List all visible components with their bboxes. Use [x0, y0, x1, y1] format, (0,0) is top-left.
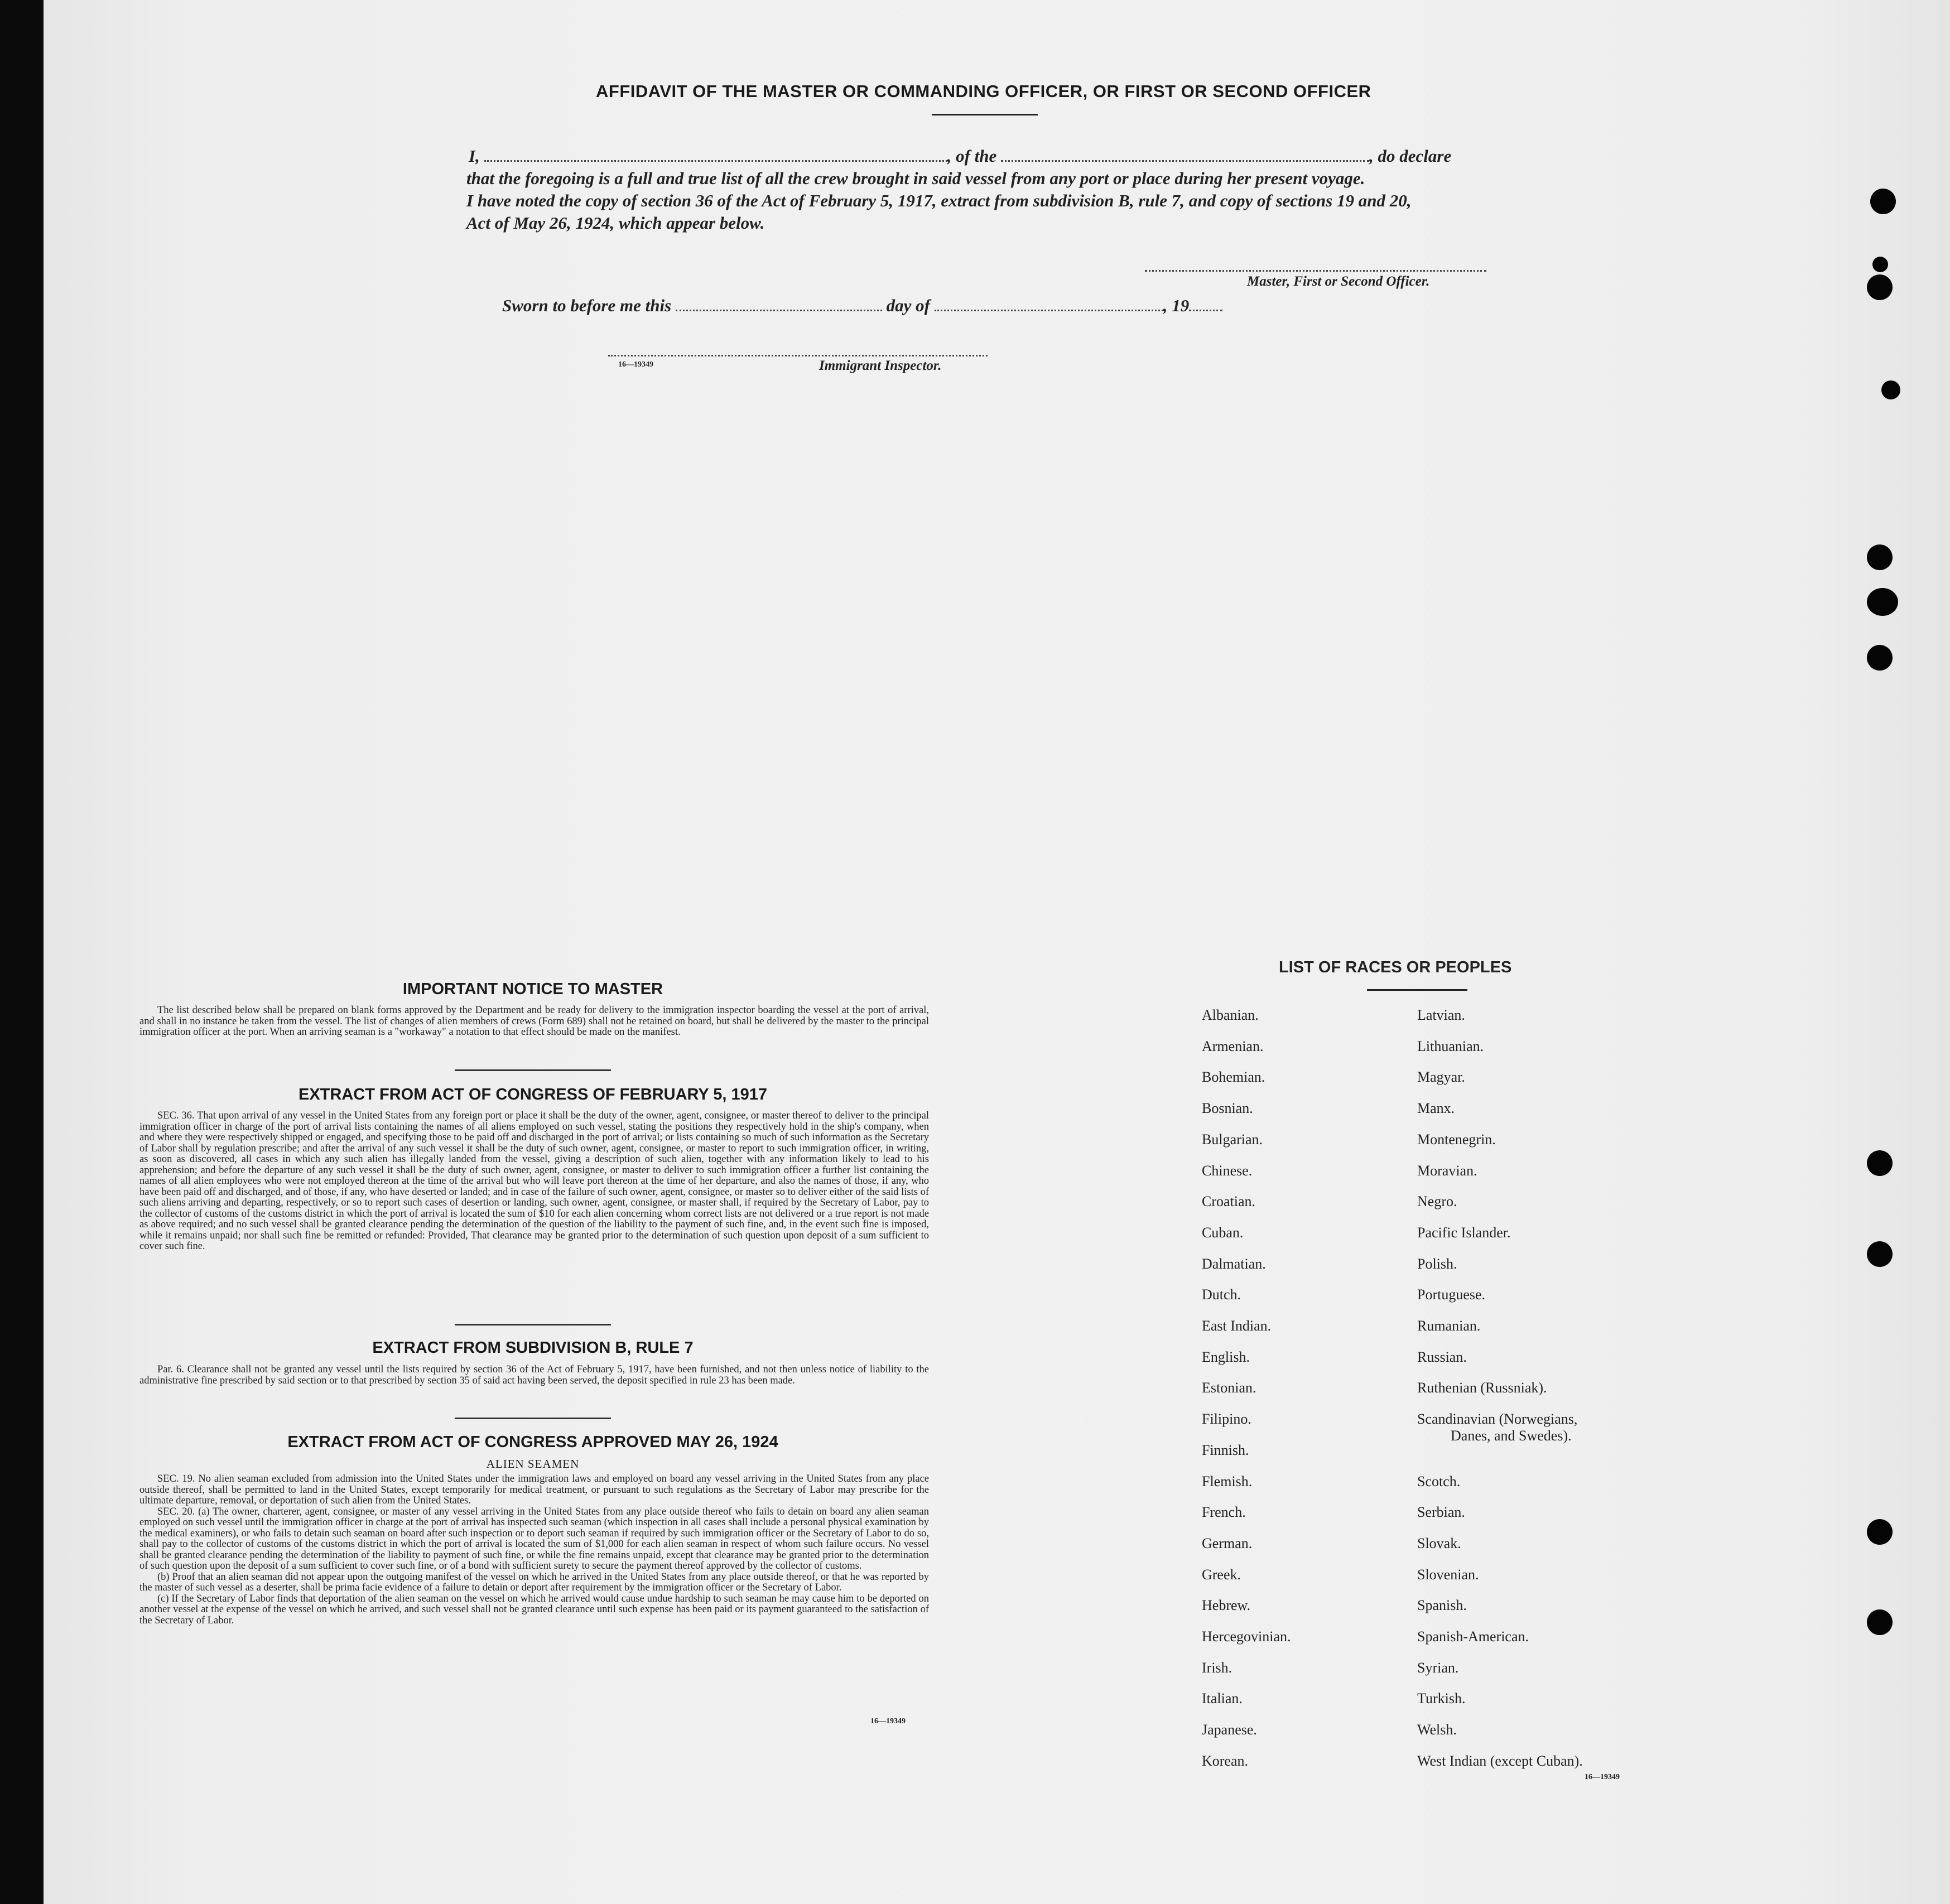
alien-seamen-subtitle: ALIEN SEAMEN: [486, 1457, 580, 1471]
section-19-paragraph: SEC. 19. No alien seaman excluded from admission into the United States under the immigration laws and employed on board any vessel arriving in the United States from any place outside thereof, shall be permitted to land in the United States, except temporarily for medical treatment, or pursuant to such regulations as the Secretary of Labor may prescribe for the ultimate departure, removal, or deportation of such alien from the United States.: [139, 1473, 929, 1506]
punch-hole: [1881, 380, 1900, 399]
race-item: Croatian.: [1202, 1193, 1256, 1210]
races-title: LIST OF RACES OR PEOPLES: [1279, 958, 1512, 976]
race-item: Armenian.: [1202, 1038, 1264, 1054]
race-item: Russian.: [1417, 1348, 1467, 1365]
race-item: Chinese.: [1202, 1162, 1253, 1179]
race-item: Bulgarian.: [1202, 1131, 1263, 1148]
punch-hole: [1867, 1241, 1893, 1267]
punch-hole: [1867, 1609, 1893, 1635]
race-item: Albanian.: [1202, 1007, 1259, 1023]
day-of-label: day of: [886, 296, 930, 315]
notice-title: IMPORTANT NOTICE TO MASTER: [402, 980, 663, 998]
race-item: East Indian.: [1202, 1318, 1272, 1334]
signature-label: Master, First or Second Officer.: [1247, 274, 1430, 289]
race-item: Dalmatian.: [1202, 1255, 1266, 1272]
form-number-left: 16—19349: [870, 1717, 906, 1725]
extract-1924-title: EXTRACT FROM ACT OF CONGRESS APPROVED MAY 26, 1924: [287, 1433, 778, 1451]
race-item: Irish.: [1202, 1659, 1232, 1676]
race-item: West Indian (except Cuban).: [1417, 1752, 1583, 1769]
race-item: Negro.: [1417, 1193, 1457, 1210]
declarant-name-field[interactable]: [484, 157, 947, 162]
race-item: Hercegovinian.: [1202, 1628, 1291, 1645]
affidavit-title: AFFIDAVIT OF THE MASTER OR COMMANDING OFFICER, OR FIRST OR SECOND OFFICER: [596, 81, 1371, 101]
year-label: , 19: [1163, 296, 1190, 315]
race-item: Slovenian.: [1417, 1566, 1479, 1583]
punch-hole: [1867, 1519, 1893, 1545]
sworn-day-field[interactable]: [676, 306, 882, 311]
race-item: Greek.: [1202, 1566, 1241, 1583]
punch-hole: [1867, 588, 1898, 616]
race-item: Polish.: [1417, 1255, 1457, 1272]
punch-hole: [1867, 544, 1893, 570]
race-item: Latvian.: [1417, 1007, 1465, 1023]
form-number-top: 16—19349: [618, 360, 653, 369]
punch-hole: [1870, 189, 1896, 214]
race-item: Rumanian.: [1417, 1318, 1481, 1334]
scan-border: [0, 0, 44, 1904]
race-item: Estonian.: [1202, 1380, 1256, 1396]
signature-line[interactable]: [1145, 270, 1486, 272]
race-item: Lithuanian.: [1417, 1038, 1484, 1054]
section-36-paragraph: SEC. 36. That upon arrival of any vessel in the United States from any foreign port or place it shall be the duty of the owner, agent, consignee, or master thereof to deliver to the principal immigration officer in charge of the port of arrival lists containing the names of all aliens employed on such vessel, stating the positions they respectively hold in the ship's company, when and where they were respectively shipped or engaged, and specifying those to be paid off and discharged in the port of arrival; or lists containing so much of such information as the Secretary of Labor shall by regulation prescribe; and after the arrival of any such vessel it shall be the duty of such owner, agent, consignee, or master to report to such immigration officer, in writing, as soon as discovered, all cases in which any such alien has illegally landed from the vessel, giving a description of such alien, together with any information likely to lead to his apprehension; and before the departure of any such vessel it shall be the duty of such owner, agent, consignee, or master to deliver to such immigration officer a further list containing the names of all alien employees who were not employed thereon at the time of the arrival but who will leave port thereon at the time of her departure, and also the names of those, if any, who have been paid off and discharged, and of those, if any, who have deserted or landed; and in case of the failure of such owner, agent, consignee, or master so to deliver either of the said lists of such aliens arriving and departing, respectively, or so to report such cases of desertion or landing, such owner, agent, consignee, or master shall, if required by the Secretary of Labor, pay to the collector of customs of the customs district in which the port of arrival is located the sum of $10 for each alien concerning whom correct lists are not delivered or a true report is not made as above required; and no such vessel shall be granted clearance pending the determination of the question of the liability to the payment of such fine, and, in the event such fine is imposed, while it remains unpaid; nor shall such fine be remitted or refunded: Provided, That clearance may be granted prior to the determination of such question upon deposit of a sum sufficient to cover such fine.: [139, 1110, 929, 1252]
race-item: Syrian.: [1417, 1659, 1459, 1676]
race-item: Cuban.: [1202, 1224, 1244, 1241]
race-item: Korean.: [1202, 1752, 1249, 1769]
race-item: Slovak.: [1417, 1535, 1461, 1551]
punch-hole: [1867, 1150, 1893, 1176]
race-item: Pacific Islander.: [1417, 1224, 1511, 1241]
inspector-signature-line[interactable]: [608, 355, 988, 356]
section-20b-paragraph: (b) Proof that an alien seaman did not appear upon the outgoing manifest of the vessel on which he arrived in the United States from any place outside thereof, or that he was reported by the master of such vessel as a deserter, shall be prima facie evidence of a failure to detain or deport after requirement by the immigration officer or the Secretary of Labor.: [139, 1571, 929, 1593]
extract-1917-title: EXTRACT FROM ACT OF CONGRESS OF FEBRUARY 5, 1917: [298, 1086, 768, 1103]
rule-7-text: [139, 1365, 929, 1386]
title-divider: [932, 114, 1038, 115]
sworn-line: [502, 296, 1222, 316]
vessel-name-field[interactable]: [1001, 157, 1369, 162]
section-divider: [455, 1324, 611, 1325]
race-item: French.: [1202, 1504, 1246, 1521]
vessel-of-label: , of the: [947, 146, 997, 166]
race-item: Serbian.: [1417, 1504, 1465, 1521]
extract-1917-text: [139, 1111, 929, 1252]
form-number-right: 16—19349: [1585, 1773, 1620, 1781]
affidavit-line-2: that the foregoing is a full and true list of all the crew brought in said vessel from any port or place during her present voyage.: [466, 168, 1365, 188]
race-item: Finnish.: [1202, 1442, 1249, 1458]
sworn-year-field[interactable]: [1189, 306, 1222, 311]
declarant-label: I,: [469, 146, 480, 166]
race-item: Hebrew.: [1202, 1597, 1251, 1614]
race-item-continuation: Danes, and Swedes).: [1451, 1428, 1572, 1444]
notice-paragraph: The list described below shall be prepared on blank forms approved by the Department and be ready for delivery to the immigration inspector boarding the vessel at the port of arrival, and shall in no instance be taken from the vessel. The list of changes of alien members of crews (Form 689) shall not be retained on board, but shall be delivered by the master to the principal immigration officer at the port. When an arriving seaman is a "workaway" a notation to that effect should be made on the manifest.: [139, 1005, 929, 1038]
inspector-label: Immigrant Inspector.: [819, 358, 942, 373]
affidavit-line-4: Act of May 26, 1924, which appear below.: [466, 213, 765, 233]
section-divider: [455, 1069, 611, 1071]
race-item: Filipino.: [1202, 1411, 1251, 1428]
extract-1924-text: [139, 1474, 929, 1626]
race-item: Bosnian.: [1202, 1100, 1253, 1117]
race-item: Turkish.: [1417, 1690, 1466, 1707]
declare-label: , do declare: [1369, 146, 1452, 166]
notice-text: [139, 1005, 929, 1038]
rule-7-title: EXTRACT FROM SUBDIVISION B, RULE 7: [372, 1339, 694, 1357]
race-item: Moravian.: [1417, 1162, 1477, 1179]
punch-hole: [1867, 274, 1893, 300]
race-item: Italian.: [1202, 1690, 1243, 1707]
section-divider: [455, 1418, 611, 1419]
affidavit-line-3: I have noted the copy of section 36 of the Act of February 5, 1917, extract from subdivision B, rule 7, and copy of sections 19 and 20,: [466, 191, 1412, 210]
punch-hole: [1872, 257, 1888, 272]
rule-7-paragraph: Par. 6. Clearance shall not be granted any vessel until the lists required by section 36 of the Act of February 5, 1917, have been furnished, and not then unless notice of liability to the administrative fine prescribed by said section or to that prescribed by section 35 of said act having been served, the deposit specified in rule 23 has been made.: [139, 1364, 929, 1386]
sworn-month-field[interactable]: [935, 306, 1163, 311]
race-item: Scotch.: [1417, 1473, 1461, 1490]
race-item: Welsh.: [1417, 1722, 1457, 1738]
race-item: Japanese.: [1202, 1722, 1257, 1738]
affidavit-line-1: [469, 146, 1451, 166]
race-item: Manx.: [1417, 1100, 1455, 1117]
race-item: German.: [1202, 1535, 1253, 1551]
race-item: Spanish-American.: [1417, 1628, 1529, 1645]
section-20a-paragraph: SEC. 20. (a) The owner, charterer, agent, consignee, or master of any vessel arriving in the United States from any place outside thereof who fails to detain on board any alien seaman employed on such vessel until the immigration officer in charge at the port of arrival has inspected such seaman (which inspection in all cases shall include a personal physical examination by the medical examiners), or who fails to detain such seaman on board after such inspection or to deport such seaman if required by such immigration officer or the Secretary of Labor to do so, shall pay to the collector of customs of the customs district in which the port of arrival is located the sum of $1,000 for each alien seaman in respect of whom such failure occurs. No vessel shall be granted clearance pending the determination of the liability to payment of such fine, or while the fine remains unpaid, except that clearance may be granted prior to the determination of such question upon the deposit of a sum sufficient to cover such fine, or of a bond with sufficient surety to secure the payment thereof approved by the collector of customs.: [139, 1506, 929, 1572]
race-item: Spanish.: [1417, 1597, 1467, 1614]
race-item: Portuguese.: [1417, 1286, 1486, 1303]
race-item: Dutch.: [1202, 1286, 1241, 1303]
race-item: Montenegrin.: [1417, 1131, 1496, 1148]
sworn-label: Sworn to before me this: [502, 296, 672, 315]
races-divider: [1367, 989, 1467, 991]
race-item: Flemish.: [1202, 1473, 1253, 1490]
section-20c-paragraph: (c) If the Secretary of Labor finds that deportation of the alien seaman on the vessel on which he arrived would cause undue hardship to such seaman he may cause him to be deported on another vessel at the expense of the vessel on which he arrived, and such vessel shall not be granted clearance until such expense has been paid or its payment guaranteed to the satisfaction of the Secretary of Labor.: [139, 1593, 929, 1626]
punch-hole: [1867, 645, 1893, 671]
race-item: English.: [1202, 1348, 1250, 1365]
race-item: Bohemian.: [1202, 1069, 1265, 1086]
race-item: Magyar.: [1417, 1069, 1465, 1086]
race-item: Ruthenian (Russniak).: [1417, 1380, 1547, 1396]
race-item: Scandinavian (Norwegians,: [1417, 1411, 1578, 1428]
